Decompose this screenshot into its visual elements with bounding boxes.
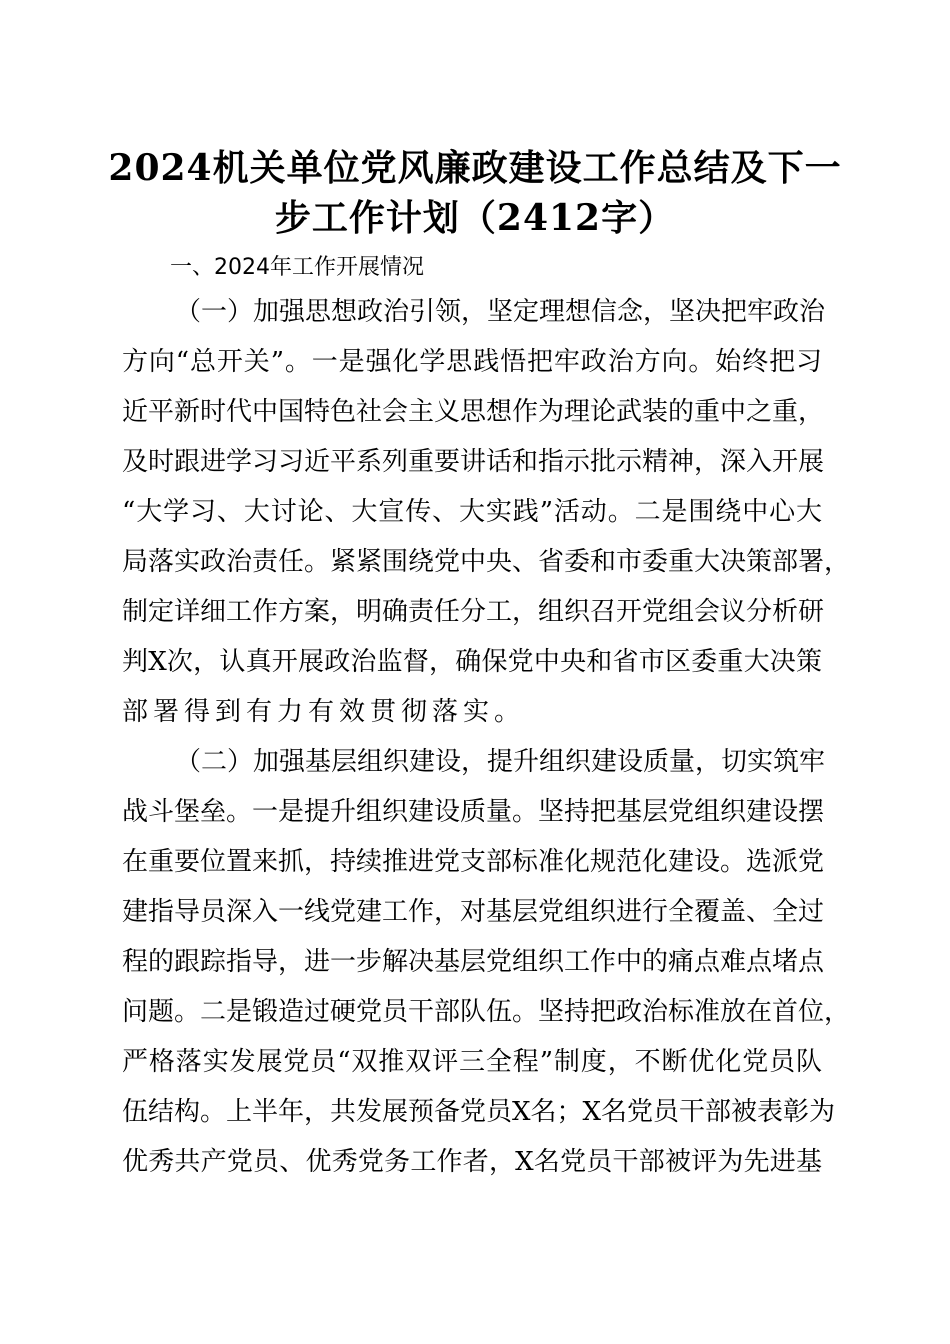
paragraph-2-line: （二）加强基层组织建设，提升组织建设质量，切实筑牢 <box>175 747 826 777</box>
paragraph-1-line: 部署得到有力有效贯彻落实。 <box>122 697 526 727</box>
paragraph-2-line: 严格落实发展党员“双推双评三全程”制度，不断优化党员队 <box>122 1047 822 1077</box>
paragraph-2-line: 优秀共产党员、优秀党务工作者，X名党员干部被评为先进基 <box>122 1147 822 1177</box>
title-line-2: 步工作计划（2412字） <box>274 197 676 239</box>
paragraph-1-line: 制定详细工作方案，明确责任分工，组织召开党组会议分析研 <box>122 597 825 627</box>
paragraph-2-line: 伍结构。上半年，共发展预备党员X名；X名党员干部被表彰为 <box>122 1097 836 1127</box>
paragraph-2-line: 在重要位置来抓，持续推进党支部标准化规范化建设。选派党 <box>122 847 825 877</box>
paragraph-1-line: 判X次，认真开展政治监督，确保党中央和省市区委重大决策 <box>122 647 822 677</box>
paragraph-1-line: 近平新时代中国特色社会主义思想作为理论武装的重中之重， <box>122 397 825 427</box>
paragraph-1-line: （一）加强思想政治引领，坚定理想信念，坚决把牢政治 <box>175 297 826 327</box>
paragraph-2-line: 战斗堡垒。一是提升组织建设质量。坚持把基层党组织建设摆 <box>122 797 825 827</box>
paragraph-1-line: 方向“总开关”。一是强化学思践悟把牢政治方向。始终把习 <box>122 347 822 377</box>
section-heading: 一、2024年工作开展情况 <box>170 255 424 280</box>
paragraph-1-line: 及时跟进学习习近平系列重要讲话和指示批示精神，深入开展 <box>122 447 825 477</box>
paragraph-2-line: 问题。二是锻造过硬党员干部队伍。坚持把政治标准放在首位， <box>122 997 851 1027</box>
paragraph-1-line: “大学习、大讨论、大宣传、大实践”活动。二是围绕中心大 <box>122 497 822 527</box>
paragraph-2-line: 程的跟踪指导，进一步解决基层党组织工作中的痛点难点堵点 <box>122 947 825 977</box>
title-line-1: 2024机关单位党风廉政建设工作总结及下一 <box>108 147 842 189</box>
paragraph-2-line: 建指导员深入一线党建工作，对基层党组织进行全覆盖、全过 <box>122 897 825 927</box>
paragraph-1-line: 局落实政治责任。紧紧围绕党中央、省委和市委重大决策部署， <box>122 547 851 577</box>
